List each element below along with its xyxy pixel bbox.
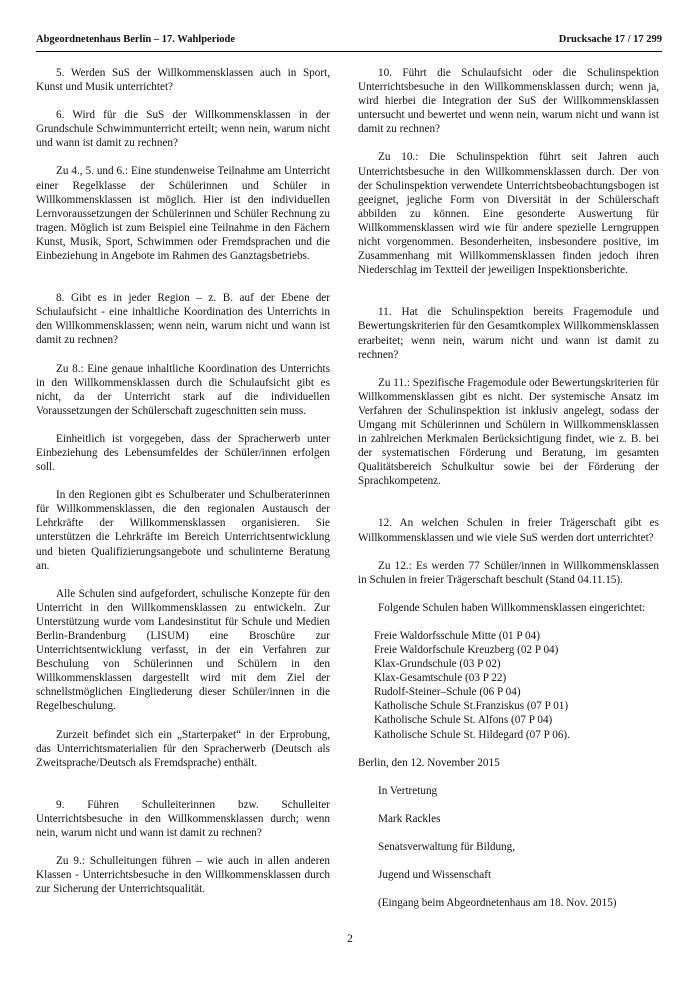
- question-11: 11. Hat die Schulinspektion bereits Fragemodule und Bewertungskriterien für den Gesamtkomplex Willkommensklassen erarbeitet; wenn nein, warum nicht und wann ist damit zu rechnen?: [358, 306, 659, 361]
- page-number: 2: [347, 933, 353, 945]
- list-item: Klax-Gesamtschule (03 P 22): [374, 672, 507, 685]
- answer-12: Zu 12.: Es werden 77 Schüler/innen in Willkommensklassen in Schulen in freier Trägerschaft beschult (Stand 04.11.15).: [358, 559, 659, 586]
- list-item: Katholische Schule St. Hildegard (07 P 06).: [374, 728, 570, 741]
- signatory-office-line-2: Jugend und Wissenschaft: [378, 869, 492, 882]
- right-column: [358, 66, 659, 924]
- question-12: 12. An welchen Schulen in freier Trägerschaft gibt es Willkommensklassen und wie viele SuS werden dort unterrichtet?: [358, 517, 659, 544]
- answer-9: Zu 9.: Schulleitungen führen – wie auch in allen anderen Klassen - Unterrichtsbesuche in den Willkommensklassen durch zur Sicherung der Unterrichtsqualität.: [36, 855, 330, 896]
- answer-8: Zu 8.: Eine genaue inhaltliche Koordination des Unterrichts in den Willkommensklassen durch die Schulaufsicht gibt es nicht, da der Unterricht stark auf die individuellen Voraussetzungen der Schülerschaft zugeschnitten sein muss.: [36, 362, 330, 417]
- school-list: [358, 629, 659, 742]
- signatory-office-line-1: Senatsverwaltung für Bildung,: [378, 840, 516, 853]
- answer-8-paragraph-4: Alle Schulen sind aufgefordert, schulische Konzepte für den Unterricht in den Willkommensklassen zu entwickeln. Zur Unterstützung wurde vom Landesinstitut für Schule und Medien Berlin-Brandenburg (LISUM) eine Broschüre zur Unterrichtsentwicklung verfasst, in der ein Verfahren zur Beschulung von Schülerinnen und Schülern in den Willkommensklassen dargestellt wird mit dem Ziel der schnellstmöglichen Eingliederung dieser Schüler/innen in die Regelbeschulung.: [36, 587, 330, 713]
- answer-10: Zu 10.: Die Schulinspektion führt seit Jahren auch Unterrichtsbesuche in den Willkommensklassen durch. Der von der Schulinspektion verwendete Unterrichtsbeobachtungsbogen ist geeignet, jegliche Form von Diversität in der Schülerschaft abbilden zu können. Eine gesonderte Auswertung für Willkommensklassen wird wie für andere spezielle Lerngruppen nicht vorgenommen. Besonderheiten, insbesondere positive, im Zusammenhang mit Willkommensklassen finden jedoch ihren Niederschlag im Textteil der jeweiligen Inspektionsberichte.: [358, 151, 659, 277]
- answer-8-paragraph-3: In den Regionen gibt es Schulberater und Schulberaterinnen für Willkommensklassen, die den regionalen Austausch der Lehrkräfte der Willkommensklassen organisieren. Sie unterstützen die Lehrkräfte im Bereich Unterrichtsentwicklung und bieten Qualifizierungsangebote und schulinterne Beratung an.: [36, 489, 330, 572]
- schools-intro: Folgende Schulen haben Willkommensklassen eingerichtet:: [378, 601, 646, 614]
- header-parliament: Abgeordnetenhaus Berlin – 17. Wahlperiode: [36, 34, 236, 45]
- list-item: Rudolf-Steiner–Schule (06 P 04): [374, 686, 521, 699]
- page-header: [36, 34, 662, 50]
- answer-8-paragraph-5: Zurzeit befindet sich ein „Starterpaket“ in der Erprobung, das Unterrichtsmaterialien für den Spracherwerb (Deutsch als Zweitsprache/Deutsch als Fremdsprache) enthält.: [36, 728, 330, 769]
- answer-11: Zu 11.: Spezifische Fragemodule oder Bewertungskriterien für Willkommensklassen gibt es nicht. Der systemische Ansatz im Verfahren der Schulinspektion ist inklusiv angelegt, sodass der Umgang mit Schülerinnen und Schülern in Willkommensklassen in zahlreichen Merkmalen Berücksichtigung findet, wie z. B. bei der systematischen Förderung und Beratung, im gesamten Qualitätsbereich Schulkultur sowie bei der Förderung der Sprachkompetenz.: [358, 376, 659, 488]
- receipt-note: (Eingang beim Abgeordnetenhaus am 18. Nov. 2015): [378, 897, 617, 910]
- answer-8-paragraph-2: Einheitlich ist vorgegeben, dass der Spracherwerb unter Einbeziehung des Lebensumfeldes der Schüler/innen erfolgen soll.: [36, 432, 330, 474]
- question-8: 8. Gibt es in jeder Region – z. B. auf der Ebene der Schulaufsicht - eine inhaltliche Koordination des Unterrichts in den Willkommensklassen; wenn nein, warum nicht und wann ist damit zu rechnen?: [36, 292, 330, 347]
- in-vertretung: In Vertretung: [378, 784, 438, 797]
- list-item: Katholische Schule St.Franziskus (07 P 01): [374, 700, 569, 713]
- header-document-number: Drucksache 17 / 17 299: [558, 34, 662, 45]
- list-item: Freie Waldorfsschule Mitte (01 P 04): [374, 629, 540, 642]
- question-9: 9. Führen Schulleiterinnen bzw. Schulleiter Unterrichtsbesuche in den Willkommensklassen durch; wenn nein, warum nicht und wann ist damit zu rechnen?: [36, 798, 330, 840]
- list-item: Freie Waldorfschule Kreuzberg (02 P 04): [374, 644, 559, 656]
- question-6: 6. Wird für die SuS der Willkommensklassen in der Grundschule Schwimmunterricht erteilt; wenn nein, warum nicht und wann ist damit zu rechnen?: [36, 109, 330, 150]
- answer-4-5-6: Zu 4., 5. und 6.: Eine stundenweise Teilnahme am Unterricht einer Regelklasse der Schülerinnen und Schüler in Willkommensklassen ist möglich. Hier ist den individuellen Lernvoraussetzungen der Schülerinnen und Schüler Rechnung zu tragen. Möglich ist zum Beispiel eine Teilnahme in den Fächern Kunst, Musik, Sport, Schwimmen oder Fremdsprachen und die Einbeziehung in Angebote im Rahmen des Ganztagsbetriebs.: [36, 165, 330, 263]
- header-rule: [36, 51, 662, 52]
- signatory-name: Mark Rackles: [378, 812, 441, 825]
- list-item: Klax-Grundschule (03 P 02): [374, 658, 501, 671]
- left-column: [36, 66, 330, 910]
- date-line: Berlin, den 12. November 2015: [358, 756, 500, 769]
- question-10: 10. Führt die Schulaufsicht oder die Schulinspektion Unterrichtsbesuche in den Willkommensklassen durch; wenn ja, wird hierbei die Integration der SuS der Willkommensklassen untersucht und bewertet und wenn nein, warum nicht und wann ist damit zu rechnen?: [358, 67, 659, 136]
- list-item: Katholische Schule St. Alfons (07 P 04): [374, 714, 553, 727]
- question-5: 5. Werden SuS der Willkommensklassen auch in Sport, Kunst und Musik unterrichtet?: [36, 67, 330, 94]
